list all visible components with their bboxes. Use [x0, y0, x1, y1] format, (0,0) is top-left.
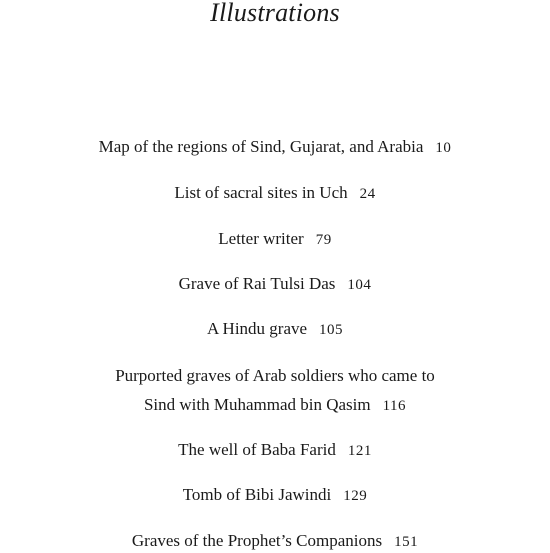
- illustration-entry: [0, 439, 550, 462]
- entry-page-number: 10: [435, 140, 452, 156]
- illustration-entry: [0, 484, 550, 507]
- entry-page-number: 79: [315, 232, 332, 248]
- entry-page-number: 24: [359, 186, 376, 202]
- entry-page-number: 116: [382, 398, 407, 414]
- entry-page-number: 121: [347, 443, 372, 459]
- illustration-entry-line1: [0, 365, 550, 387]
- page-title: Illustrations: [210, 0, 340, 27]
- entry-title: Tomb of Bibi Jawindi: [182, 485, 332, 504]
- illustration-entry: [0, 318, 550, 341]
- entry-title: Purported graves of Arab soldiers who came to: [115, 366, 435, 385]
- entry-title: Grave of Rai Tulsi Das: [178, 274, 336, 293]
- entry-page-number: 104: [347, 277, 372, 293]
- entry-page-number: 105: [319, 322, 344, 338]
- illustration-entry: [0, 228, 550, 251]
- entry-page-number: 129: [343, 488, 368, 504]
- entry-title: Map of the regions of Sind, Gujarat, and Arabia: [98, 137, 424, 156]
- illustration-entry: [0, 136, 550, 159]
- illustration-entry-line2: [0, 394, 550, 417]
- entry-title: A Hindu grave: [206, 319, 308, 338]
- entry-title: List of sacral sites in Uch: [174, 183, 348, 202]
- illustration-entry: [0, 182, 550, 205]
- entry-title: Letter writer: [218, 229, 304, 248]
- entry-page-number: 151: [394, 534, 419, 550]
- entry-title-continued: Sind with Muhammad bin Qasim: [143, 395, 371, 414]
- entry-title: The well of Baba Farid: [178, 440, 336, 459]
- entry-title: Graves of the Prophet’s Companions: [131, 531, 383, 550]
- illustration-entry: [0, 273, 550, 296]
